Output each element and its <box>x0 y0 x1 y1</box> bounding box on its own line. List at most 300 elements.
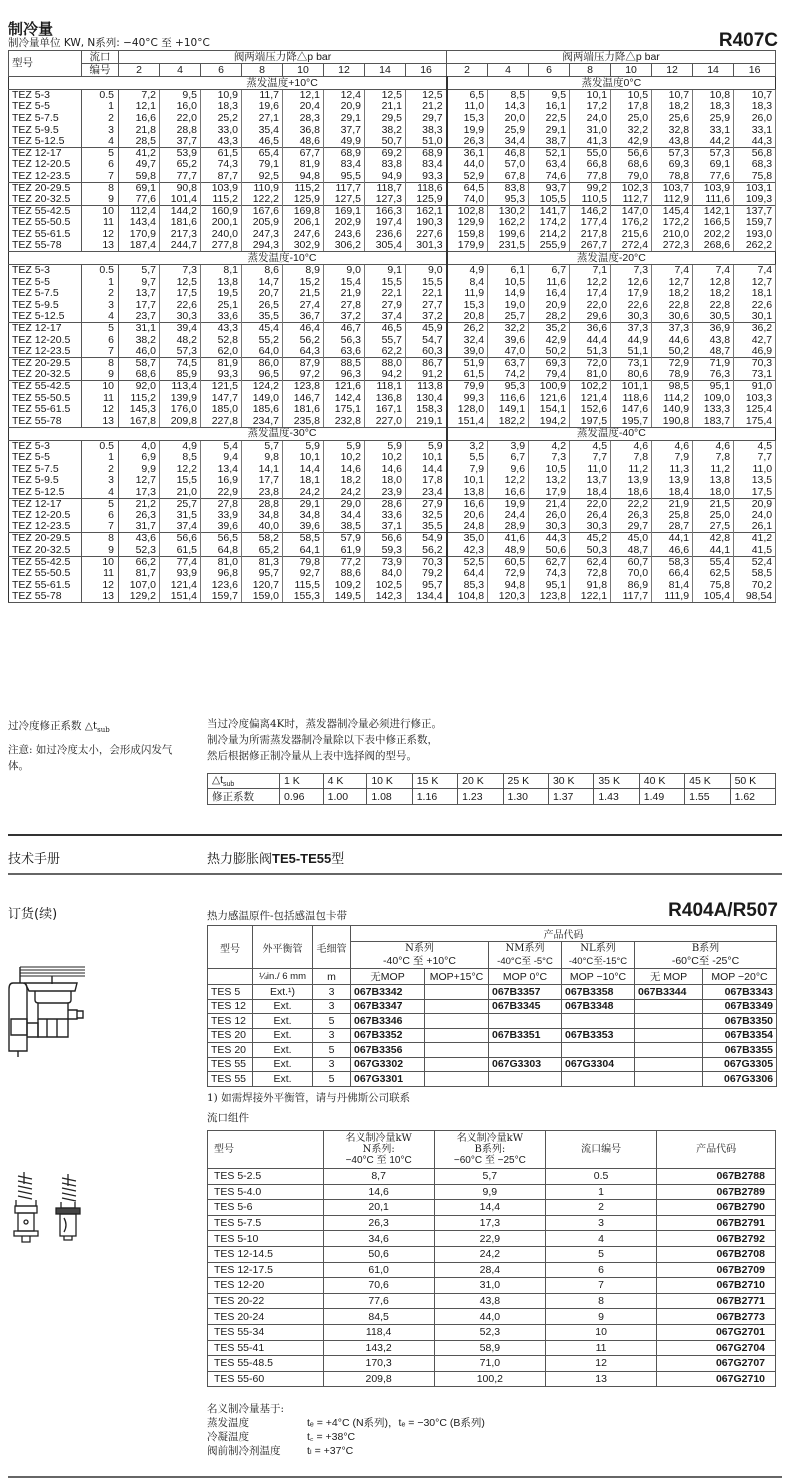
capacity-value: 88,6 <box>324 568 365 580</box>
capacity-value: 77,6 <box>693 171 734 183</box>
capacity-value: 49,9 <box>324 136 365 148</box>
capacity-value: 7,3 <box>611 265 652 277</box>
capacity-value: 33,6 <box>201 311 242 323</box>
n-capacity-cell: 20,1 <box>323 1200 434 1216</box>
table-row <box>9 229 776 241</box>
orifice-cell: 10 <box>82 556 119 568</box>
capacity-value: 52,4 <box>734 556 776 568</box>
capacity-value: 26,3 <box>447 136 488 148</box>
product-code-cell: 067G2701 <box>657 1324 776 1340</box>
series-n: N系列 -40°C 至 +10°C <box>351 942 489 969</box>
pressure-value: 10 <box>283 64 324 77</box>
model-cell: TEZ 5-12.5 <box>9 311 82 323</box>
capacity-value: 26,5 <box>242 300 283 312</box>
table-row <box>9 334 776 346</box>
capillary-cell: 5 <box>313 1043 351 1058</box>
capacity-value: 68,6 <box>119 369 160 381</box>
pressure-value: 2 <box>119 64 160 77</box>
capacity-value: 37,4 <box>160 521 201 533</box>
capacity-value: 22,1 <box>365 288 406 300</box>
capacity-value: 41,5 <box>734 544 776 556</box>
capacity-value: 181,6 <box>160 217 201 229</box>
capacity-value: 93,7 <box>529 182 570 194</box>
evap-temp-label: 蒸发温度-30°C <box>119 427 447 440</box>
product-code-cell: 067B3353 <box>562 1028 635 1043</box>
capacity-value: 12,5 <box>365 90 406 102</box>
capacity-value: 11,2 <box>693 463 734 475</box>
capacity-value: 27,9 <box>365 300 406 312</box>
capacity-value: 8,1 <box>201 265 242 277</box>
capacity-value: 26,4 <box>570 510 611 522</box>
capacity-value: 10,8 <box>693 90 734 102</box>
capacity-value: 93,3 <box>406 171 447 183</box>
equalizer-cell: Ext.¹) <box>253 985 313 1000</box>
capacity-value: 88,5 <box>324 358 365 370</box>
capacity-value: 58,2 <box>242 533 283 545</box>
product-code-cell: 067B3356 <box>351 1043 425 1058</box>
product-code-cell <box>425 999 489 1014</box>
evap-temp-label: 蒸发温度+10°C <box>119 77 447 90</box>
orifice-cell: 8 <box>82 358 119 370</box>
model-cell: TEZ 5-7.5 <box>9 113 82 125</box>
capacity-value: 121,4 <box>570 392 611 404</box>
capacity-value: 94,9 <box>365 171 406 183</box>
capacity-value: 27,1 <box>242 113 283 125</box>
n-capacity-cell: 70,6 <box>323 1278 434 1294</box>
capacity-value: 39,6 <box>488 334 529 346</box>
model-cell: TES 5-10 <box>208 1231 324 1247</box>
product-code-cell <box>562 1043 635 1058</box>
capacity-value: 56,5 <box>201 533 242 545</box>
capacity-value: 42,9 <box>529 334 570 346</box>
capacity-value: 35,0 <box>447 533 488 545</box>
capacity-value: 57,0 <box>488 159 529 171</box>
table-row <box>9 323 776 335</box>
product-code-cell: 067B2709 <box>657 1262 776 1278</box>
capacity-value: 23,4 <box>406 487 447 499</box>
capacity-value: 77,7 <box>160 171 201 183</box>
capacity-value: 96,3 <box>324 369 365 381</box>
capacity-value: 96,5 <box>242 369 283 381</box>
capacity-value: 120,3 <box>488 591 529 603</box>
capacity-value: 28,7 <box>652 521 693 533</box>
model-cell: TEZ 20-29.5 <box>9 533 82 545</box>
capacity-value: 57,3 <box>693 147 734 159</box>
capacity-value: 86,7 <box>406 358 447 370</box>
capacity-value: 5,5 <box>447 452 488 464</box>
product-code-cell: 067G3306 <box>703 1072 777 1087</box>
capacity-value: 71,9 <box>693 358 734 370</box>
product-code-cell: 067B3350 <box>703 1014 777 1029</box>
capacity-value: 46,9 <box>734 346 776 358</box>
capacity-value: 5,4 <box>201 440 242 452</box>
capacity-value: 43,3 <box>201 136 242 148</box>
capacity-value: 33,1 <box>734 124 776 136</box>
capacity-value: 21,9 <box>652 498 693 510</box>
capacity-value: 136,8 <box>365 392 406 404</box>
capacity-value: 42,9 <box>611 136 652 148</box>
section-divider <box>8 834 782 836</box>
capacity-value: 27,7 <box>406 300 447 312</box>
table-row <box>208 1340 776 1356</box>
capacity-value: 26,1 <box>734 521 776 533</box>
table-row <box>9 147 776 159</box>
capacity-value: 16,6 <box>447 498 488 510</box>
col-capillary: 毛细管 <box>313 926 351 969</box>
capacity-value: 85,3 <box>447 579 488 591</box>
model-cell: TEZ 20-29.5 <box>9 358 82 370</box>
capacity-value: 10,1 <box>447 475 488 487</box>
capillary-cell: 3 <box>313 985 351 1000</box>
capacity-value: 31,0 <box>570 124 611 136</box>
model-cell: TEZ 55-42.5 <box>9 381 82 393</box>
capacity-value: 28,8 <box>242 498 283 510</box>
capacity-value: 33,0 <box>201 124 242 136</box>
orifice-cell: 4 <box>82 487 119 499</box>
capacity-value: 64,5 <box>447 182 488 194</box>
evap-temp-section-row <box>9 77 776 90</box>
table-row <box>208 1231 776 1247</box>
table-row <box>9 182 776 194</box>
capacity-value: 90,8 <box>160 182 201 194</box>
series-b: B系列 -60°C至 -25°C <box>635 942 777 969</box>
capacity-value: 57,3 <box>652 147 693 159</box>
capacity-value: 125,9 <box>283 194 324 206</box>
model-cell: TES 5 <box>208 985 253 1000</box>
capacity-value: 50,2 <box>652 346 693 358</box>
equalizer-cell: Ext. <box>253 1057 313 1072</box>
product-code-cell: 067B3344 <box>635 985 703 1000</box>
table-row <box>9 568 776 580</box>
capacity-value: 6,5 <box>447 90 488 102</box>
product-code-cell: 067B2773 <box>657 1309 776 1325</box>
capacity-value: 86,9 <box>611 579 652 591</box>
capacity-value: 21,0 <box>160 487 201 499</box>
capacity-value: 10,5 <box>529 463 570 475</box>
capacity-value: 35,4 <box>242 124 283 136</box>
capacity-value: 110,9 <box>242 182 283 194</box>
capacity-value: 81,7 <box>119 568 160 580</box>
capacity-value: 16,0 <box>160 101 201 113</box>
capacity-value: 81,0 <box>201 556 242 568</box>
orifice-cell: 5 <box>82 147 119 159</box>
capacity-value: 177,4 <box>570 217 611 229</box>
capacity-value: 91,0 <box>734 381 776 393</box>
capacity-value: 48,2 <box>160 334 201 346</box>
capacity-value: 31,1 <box>119 323 160 335</box>
capacity-value: 162,1 <box>406 205 447 217</box>
capacity-value: 27,8 <box>201 498 242 510</box>
capacity-value: 13,8 <box>201 276 242 288</box>
capacity-value: 28,5 <box>119 136 160 148</box>
capacity-value: 43,8 <box>652 136 693 148</box>
pressure-values-row <box>9 64 776 77</box>
capacity-value: 172,2 <box>652 217 693 229</box>
capacity-value: 25,6 <box>652 113 693 125</box>
capacity-value: 147,7 <box>201 392 242 404</box>
capacity-value: 65,2 <box>160 159 201 171</box>
capacity-value: 115,2 <box>201 194 242 206</box>
capacity-value: 104,8 <box>447 591 488 603</box>
model-cell: TEZ 12-23.5 <box>9 346 82 358</box>
series-nm: NM系列 -40°C至 -5°C <box>489 942 562 969</box>
capacity-value: 39,0 <box>447 346 488 358</box>
capacity-value: 17,7 <box>119 300 160 312</box>
capacity-value: 32,2 <box>488 323 529 335</box>
capacity-value: 96,8 <box>201 568 242 580</box>
capacity-value: 45,4 <box>242 323 283 335</box>
orifice-cell: 6 <box>82 334 119 346</box>
capacity-value: 47,0 <box>488 346 529 358</box>
capacity-value: 109,2 <box>324 579 365 591</box>
product-code-cell: 067B2790 <box>657 1200 776 1216</box>
capacity-value: 29,6 <box>570 311 611 323</box>
capacity-value: 21,5 <box>283 288 324 300</box>
capacity-value: 107,0 <box>119 579 160 591</box>
table-row <box>208 985 777 1000</box>
orifice-cell: 5 <box>82 498 119 510</box>
ordering-table <box>207 925 777 1087</box>
capacity-value: 123,8 <box>529 591 570 603</box>
evap-temp-section-row <box>9 252 776 265</box>
capacity-value: 11,0 <box>570 463 611 475</box>
equalizer-cell: Ext. <box>253 1072 313 1087</box>
capacity-value: 123,6 <box>201 579 242 591</box>
capacity-value: 37,1 <box>365 521 406 533</box>
pressure-value: 16 <box>406 64 447 77</box>
table-row <box>9 288 776 300</box>
product-code-cell: 067B3348 <box>562 999 635 1014</box>
capacity-value: 9,4 <box>201 452 242 464</box>
capacity-value: 146,7 <box>283 392 324 404</box>
capacity-value: 19,0 <box>488 300 529 312</box>
capacity-value: 30,3 <box>160 311 201 323</box>
capacity-value: 227,8 <box>201 416 242 428</box>
capacity-value: 63,4 <box>529 159 570 171</box>
capacity-value: 206,1 <box>283 217 324 229</box>
product-code-cell: 067B3345 <box>489 999 562 1014</box>
capacity-value: 42,3 <box>447 544 488 556</box>
orifice-cell: 7 <box>82 171 119 183</box>
product-code-cell <box>635 1014 703 1029</box>
capacity-value: 20,9 <box>324 101 365 113</box>
pressure-value: 14 <box>365 64 406 77</box>
capacity-value: 149,1 <box>488 404 529 416</box>
capacity-value: 83,4 <box>406 159 447 171</box>
product-code-cell: 067G2704 <box>657 1340 776 1356</box>
capacity-value: 302,9 <box>283 240 324 252</box>
capacity-value: 25,2 <box>201 113 242 125</box>
capacity-value: 21,5 <box>693 498 734 510</box>
capacity-value: 38,3 <box>406 124 447 136</box>
capacity-value: 19,6 <box>242 101 283 113</box>
capacity-value: 197,5 <box>570 416 611 428</box>
capacity-value: 66,4 <box>652 568 693 580</box>
capacity-value: 125,9 <box>406 194 447 206</box>
col-equalizer: 外平衡管 <box>253 926 313 969</box>
capacity-value: 4,6 <box>693 440 734 452</box>
capacity-value: 7,7 <box>570 452 611 464</box>
capacity-value: 13,8 <box>447 487 488 499</box>
evap-temp-label: 蒸发温度0°C <box>447 77 776 90</box>
capacity-value: 33,6 <box>365 510 406 522</box>
capacity-value: 215,6 <box>611 229 652 241</box>
capacity-value: 11,0 <box>734 463 776 475</box>
capacity-value: 4,6 <box>652 440 693 452</box>
capacity-value: 35,2 <box>529 323 570 335</box>
capacity-value: 69,3 <box>652 159 693 171</box>
table-row <box>208 1246 776 1262</box>
capacity-value: 16,1 <box>529 101 570 113</box>
capacity-value: 29,1 <box>283 498 324 510</box>
product-code-cell: 067B3355 <box>703 1043 777 1058</box>
capacity-value: 214,2 <box>529 229 570 241</box>
capacity-value: 11,3 <box>652 463 693 475</box>
capacity-value: 34,8 <box>242 510 283 522</box>
orifice-cell: 13 <box>82 591 119 603</box>
capacity-value: 30,5 <box>693 311 734 323</box>
orifice-cell: 3 <box>82 124 119 136</box>
table-row <box>9 440 776 452</box>
capacity-value: 31,5 <box>160 510 201 522</box>
model-cell: TEZ 12-20.5 <box>9 510 82 522</box>
capacity-value: 25,9 <box>488 124 529 136</box>
capacity-value: 20,9 <box>529 300 570 312</box>
capacity-value: 4,9 <box>160 440 201 452</box>
capacity-value: 305,4 <box>365 240 406 252</box>
capacity-value: 56,3 <box>324 334 365 346</box>
capacity-value: 83,4 <box>324 159 365 171</box>
factor-value: 1.08 <box>367 789 412 805</box>
capacity-value: 160,9 <box>201 205 242 217</box>
capacity-value: 97,2 <box>283 369 324 381</box>
orifice-cell: 1 <box>82 452 119 464</box>
model-cell: TEZ 20-32.5 <box>9 369 82 381</box>
capacity-value: 112,4 <box>119 205 160 217</box>
orifice-no-cell: 0.5 <box>545 1169 656 1185</box>
capacity-value: 294,3 <box>242 240 283 252</box>
delta-value: 40 K <box>639 774 684 789</box>
capacity-value: 41,3 <box>570 136 611 148</box>
capacity-value: 10,2 <box>365 452 406 464</box>
table-row <box>208 1371 776 1387</box>
capacity-value: 92,7 <box>283 568 324 580</box>
capacity-value: 22,5 <box>529 113 570 125</box>
model-cell: TES 55-41 <box>208 1340 324 1356</box>
capacity-value: 10,5 <box>488 276 529 288</box>
capacity-value: 30,1 <box>734 311 776 323</box>
capillary-cell: 3 <box>313 999 351 1014</box>
capacity-value: 21,8 <box>119 124 160 136</box>
product-code-cell <box>425 1043 489 1058</box>
capacity-value: 73,9 <box>365 556 406 568</box>
capacity-value: 66,8 <box>570 159 611 171</box>
capacity-value: 29,7 <box>406 113 447 125</box>
capacity-value: 56,6 <box>365 533 406 545</box>
capacity-value: 247,6 <box>283 229 324 241</box>
capacity-value: 37,7 <box>160 136 201 148</box>
product-code-cell: 067B3342 <box>351 985 425 1000</box>
capacity-value: 10,1 <box>570 90 611 102</box>
capacity-value: 190,3 <box>406 217 447 229</box>
delta-value: 15 K <box>412 774 457 789</box>
capacity-value: 78,9 <box>652 369 693 381</box>
capacity-value: 32,2 <box>611 124 652 136</box>
capacity-value: 74,0 <box>447 194 488 206</box>
capacity-value: 21,4 <box>529 498 570 510</box>
col-code: 产品代码 <box>657 1131 776 1169</box>
capacity-value: 10,9 <box>201 90 242 102</box>
capacity-value: 62,0 <box>201 346 242 358</box>
capacity-value: 52,9 <box>447 171 488 183</box>
n-capacity-cell: 170,3 <box>323 1356 434 1372</box>
table-row <box>208 1324 776 1340</box>
capacity-value: 75,8 <box>693 579 734 591</box>
capacity-value: 21,2 <box>119 498 160 510</box>
capacity-value: 26,3 <box>611 510 652 522</box>
capacity-value: 18,2 <box>324 475 365 487</box>
delta-value: 30 K <box>548 774 593 789</box>
b-capacity-cell: 24,2 <box>434 1246 545 1262</box>
capacity-value: 110,5 <box>570 194 611 206</box>
orifice-cell: 10 <box>82 205 119 217</box>
table-row <box>208 1184 776 1200</box>
delta-value: 35 K <box>594 774 639 789</box>
capacity-value: 20,7 <box>242 288 283 300</box>
valve-illustration-icon <box>5 955 85 1060</box>
model-cell: TES 55-60 <box>208 1371 324 1387</box>
capacity-value: 134,4 <box>406 591 447 603</box>
capacity-value: 103,7 <box>652 182 693 194</box>
model-cell: TEZ 20-32.5 <box>9 544 82 556</box>
capacity-value: 28,2 <box>529 311 570 323</box>
table-row <box>9 369 776 381</box>
product-code-cell <box>635 1057 703 1072</box>
capacity-value: 130,4 <box>406 392 447 404</box>
capacity-value: 175,4 <box>734 416 776 428</box>
product-code-cell: 067B3347 <box>351 999 425 1014</box>
capacity-value: 3,9 <box>488 440 529 452</box>
equalizer-cell: Ext. <box>253 1028 313 1043</box>
capacity-value: 17,5 <box>734 487 776 499</box>
capacity-value: 94,8 <box>283 171 324 183</box>
factor-value: 1.55 <box>685 789 730 805</box>
capacity-value: 28,6 <box>365 498 406 510</box>
model-cell: TEZ 12-17 <box>9 498 82 510</box>
table-row <box>208 1043 777 1058</box>
model-cell: TEZ 12-17 <box>9 323 82 335</box>
capacity-value: 102,5 <box>365 579 406 591</box>
capacity-value: 34,4 <box>488 136 529 148</box>
capacity-value: 50,6 <box>529 544 570 556</box>
evap-temp-label: 蒸发温度-10°C <box>119 252 447 265</box>
capacity-value: 9,0 <box>406 265 447 277</box>
capacity-value: 61,5 <box>447 369 488 381</box>
capacity-value: 112,7 <box>611 194 652 206</box>
capacity-value: 18,2 <box>693 288 734 300</box>
capacity-value: 61,5 <box>201 147 242 159</box>
orifice-cell: 4 <box>82 136 119 148</box>
orifice-assembly-illustration-icon <box>8 1168 88 1253</box>
model-cell: TES 12 <box>208 999 253 1014</box>
capacity-value: 72,9 <box>652 358 693 370</box>
capacity-value: 5,7 <box>242 440 283 452</box>
capacity-value: 155,3 <box>283 591 324 603</box>
delta-value: 20 K <box>458 774 503 789</box>
subcooling-text: 当过冷度偏离4K时，蒸发器制冷量必须进行修正。 制冷量为所需蒸发器制冷量除以下表中修正系数， 然后根据修正制冷量从上表中选择阀的型号。 <box>207 718 443 762</box>
capacity-value: 129,9 <box>447 217 488 229</box>
capacity-value: 12,6 <box>611 276 652 288</box>
